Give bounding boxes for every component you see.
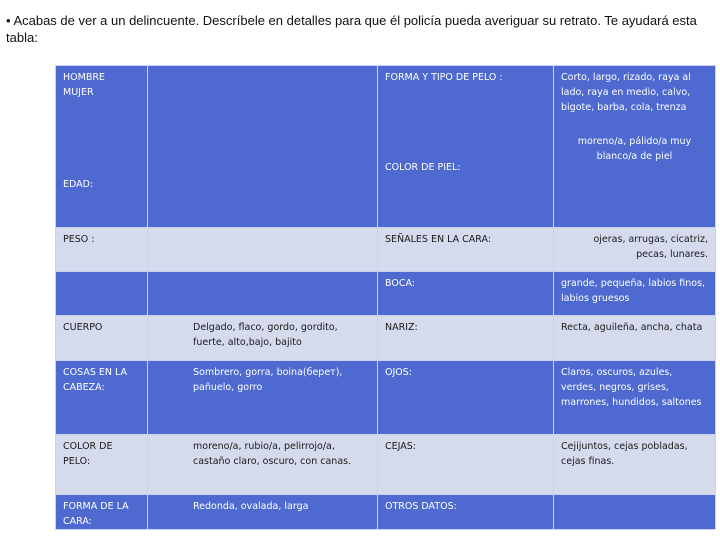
label-eyes: OJOS:	[378, 361, 554, 435]
value-nose: Recta, aguileña, ancha, chata	[554, 316, 716, 361]
label-nose: NARIZ:	[378, 316, 554, 361]
table-row	[56, 435, 716, 495]
cell-empty	[148, 272, 378, 316]
table-row	[56, 361, 716, 435]
cell-sex-age	[56, 66, 148, 228]
instructions-text: • Acabas de ver a un delincuente. Descríbele en detalles para que él policía pueda averiguar su retrato. Te ayudará esta tabla:	[6, 13, 697, 45]
cell-hair-skin-values	[554, 66, 716, 228]
table-row	[56, 495, 716, 530]
label-skin-color: COLOR DE PIEL:	[385, 162, 461, 173]
table-row	[56, 316, 716, 361]
value-body: Delgado, flaco, gordo, gordito, fuerte, alto,bajo, bajito	[148, 316, 378, 361]
label-age: EDAD:	[63, 179, 94, 190]
value-hair-type: Corto, largo, rizado, raya al lado, raya en medio, calvo, bigote, barba, cola, trenza	[561, 72, 691, 113]
value-skin-color: moreno/a, pálido/a muy blanco/a de piel	[577, 136, 692, 162]
value-eyes: Claros, oscuros, azules, verdes, negros, grises, marrones, hundidos, saltones	[554, 361, 716, 435]
table-row	[56, 228, 716, 272]
value-hair-color: moreno/a, rubio/a, pelirrojo/a, castaño claro, oscuro, con canas.	[148, 435, 378, 495]
label-other-data: OTROS DATOS:	[378, 495, 554, 530]
label-weight: PESO :	[56, 228, 148, 272]
label-hair-type: FORMA Y TIPO DE PELO :	[385, 72, 503, 83]
label-eyebrows: CEJAS:	[378, 435, 554, 495]
description-table	[55, 65, 716, 530]
label-head-items: COSAS EN LA CABEZA:	[56, 361, 148, 435]
label-face-marks: SEÑALES EN LA CARA:	[378, 228, 554, 272]
table-row	[56, 272, 716, 316]
cell-empty	[148, 228, 378, 272]
value-mouth: grande, pequeña, labios finos, labios gruesos	[554, 272, 716, 316]
value-face-marks: ojeras, arrugas, cicatriz, pecas, lunares.	[554, 228, 716, 272]
label-face-shape: FORMA DE LA CARA:	[56, 495, 148, 530]
value-head-items: Sombrero, gorra, boina(берет), pañuelo, gorro	[148, 361, 378, 435]
table-row	[56, 66, 716, 228]
value-eyebrows: Cejijuntos, cejas pobladas, cejas finas.	[554, 435, 716, 495]
label-sex: HOMBRE MUJER	[63, 72, 105, 98]
cell-empty	[148, 66, 378, 228]
label-body: CUERPO	[56, 316, 148, 361]
value-face-shape: Redonda, ovalada, larga	[148, 495, 378, 530]
cell-hair-skin-labels	[378, 66, 554, 228]
cell-empty	[554, 495, 716, 530]
label-hair-color: COLOR DE PELO:	[56, 435, 148, 495]
cell-empty	[56, 272, 148, 316]
label-mouth: BOCA:	[378, 272, 554, 316]
